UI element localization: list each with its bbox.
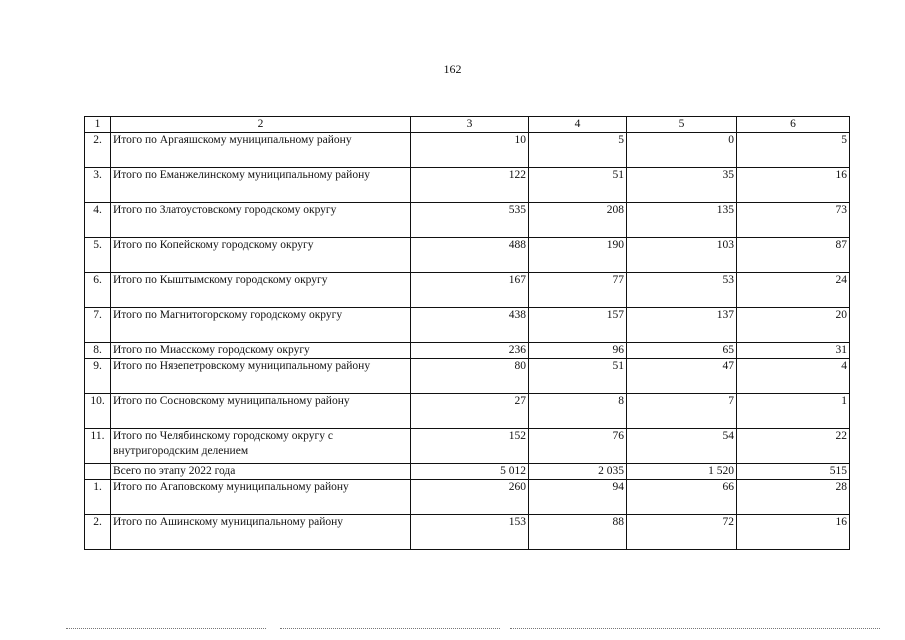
- cell-col6: 16: [737, 168, 850, 203]
- cell-col3: 10: [411, 133, 529, 168]
- col-header-6: 6: [737, 117, 850, 133]
- row-index: 10.: [85, 394, 111, 429]
- col-header-1: 1: [85, 117, 111, 133]
- col-header-2: 2: [111, 117, 411, 133]
- table-row: [85, 359, 850, 394]
- cell-col4: 157: [529, 308, 627, 343]
- cell-col6: 73: [737, 203, 850, 238]
- table-row: [85, 203, 850, 238]
- cell-col3: 488: [411, 238, 529, 273]
- cell-col4: 190: [529, 238, 627, 273]
- cell-col5: 135: [627, 203, 737, 238]
- col-header-4: 4: [529, 117, 627, 133]
- cell-col6: 22: [737, 429, 850, 464]
- cell-col5: 0: [627, 133, 737, 168]
- cell-col3: 438: [411, 308, 529, 343]
- row-name: Всего по этапу 2022 года: [111, 464, 411, 480]
- table-row: [85, 480, 850, 515]
- cell-col3: 535: [411, 203, 529, 238]
- table-row: [85, 133, 850, 168]
- row-name: Итого по Копейскому городскому округу: [111, 238, 411, 273]
- col-header-3: 3: [411, 117, 529, 133]
- row-index: 6.: [85, 273, 111, 308]
- cell-col4: 96: [529, 343, 627, 359]
- cell-col3: 153: [411, 515, 529, 550]
- cell-col4: 51: [529, 359, 627, 394]
- table-row: [85, 273, 850, 308]
- row-name: Итого по Кыштымскому городскому округу: [111, 273, 411, 308]
- cell-col5: 7: [627, 394, 737, 429]
- table-row: [85, 308, 850, 343]
- row-index: 9.: [85, 359, 111, 394]
- row-name: Итого по Магнитогорскому городскому округу: [111, 308, 411, 343]
- row-index: 1.: [85, 480, 111, 515]
- cell-col5: 1 520: [627, 464, 737, 480]
- table-row: [85, 429, 850, 464]
- page-number: 162: [443, 62, 462, 76]
- cell-col4: 5: [529, 133, 627, 168]
- footer-scan-line: [280, 628, 500, 630]
- cell-col4: 88: [529, 515, 627, 550]
- cell-col3: 5 012: [411, 464, 529, 480]
- row-name: Итого по Еманжелинскому муниципальному району: [111, 168, 411, 203]
- cell-col6: 515: [737, 464, 850, 480]
- cell-col5: 103: [627, 238, 737, 273]
- row-name: Итого по Сосновскому муниципальному району: [111, 394, 411, 429]
- row-index: 2.: [85, 515, 111, 550]
- row-name: Итого по Ашинскому муниципальному району: [111, 515, 411, 550]
- cell-col6: 31: [737, 343, 850, 359]
- row-name: Итого по Нязепетровскому муниципальному району: [111, 359, 411, 394]
- cell-col4: 76: [529, 429, 627, 464]
- cell-col3: 27: [411, 394, 529, 429]
- row-name: Итого по Челябинскому городскому округу с внутригородским делением: [111, 429, 411, 464]
- cell-col6: 24: [737, 273, 850, 308]
- cell-col4: 94: [529, 480, 627, 515]
- row-index: 4.: [85, 203, 111, 238]
- row-index: 3.: [85, 168, 111, 203]
- cell-col5: 72: [627, 515, 737, 550]
- cell-col6: 16: [737, 515, 850, 550]
- row-name: Итого по Златоустовскому городскому округу: [111, 203, 411, 238]
- cell-col3: 152: [411, 429, 529, 464]
- row-name: Итого по Аргаяшскому муниципальному району: [111, 133, 411, 168]
- table-row: [85, 168, 850, 203]
- cell-col5: 35: [627, 168, 737, 203]
- row-index: 11.: [85, 429, 111, 464]
- cell-col4: 2 035: [529, 464, 627, 480]
- footer-scan-line: [66, 628, 266, 630]
- cell-col3: 80: [411, 359, 529, 394]
- cell-col6: 20: [737, 308, 850, 343]
- row-index: 8.: [85, 343, 111, 359]
- cell-col3: 236: [411, 343, 529, 359]
- cell-col3: 167: [411, 273, 529, 308]
- row-name: Итого по Миасскому городскому округу: [111, 343, 411, 359]
- cell-col5: 54: [627, 429, 737, 464]
- cell-col5: 66: [627, 480, 737, 515]
- table-row: [85, 464, 850, 480]
- cell-col5: 65: [627, 343, 737, 359]
- row-index: 2.: [85, 133, 111, 168]
- table-row: [85, 515, 850, 550]
- cell-col4: 208: [529, 203, 627, 238]
- col-header-5: 5: [627, 117, 737, 133]
- cell-col6: 4: [737, 359, 850, 394]
- row-index: 7.: [85, 308, 111, 343]
- cell-col6: 28: [737, 480, 850, 515]
- table-row: [85, 394, 850, 429]
- header-row: [85, 117, 850, 133]
- cell-col4: 77: [529, 273, 627, 308]
- cell-col5: 137: [627, 308, 737, 343]
- cell-col3: 260: [411, 480, 529, 515]
- cell-col6: 87: [737, 238, 850, 273]
- table-row: [85, 343, 850, 359]
- footer-scan-line: [510, 628, 880, 630]
- cell-col6: 1: [737, 394, 850, 429]
- cell-col3: 122: [411, 168, 529, 203]
- table-row: [85, 238, 850, 273]
- cell-col4: 8: [529, 394, 627, 429]
- cell-col4: 51: [529, 168, 627, 203]
- cell-col6: 5: [737, 133, 850, 168]
- row-index: 5.: [85, 238, 111, 273]
- cell-col5: 47: [627, 359, 737, 394]
- row-index: [85, 464, 111, 480]
- data-table: [84, 116, 850, 550]
- row-name: Итого по Агаповскому муниципальному району: [111, 480, 411, 515]
- cell-col5: 53: [627, 273, 737, 308]
